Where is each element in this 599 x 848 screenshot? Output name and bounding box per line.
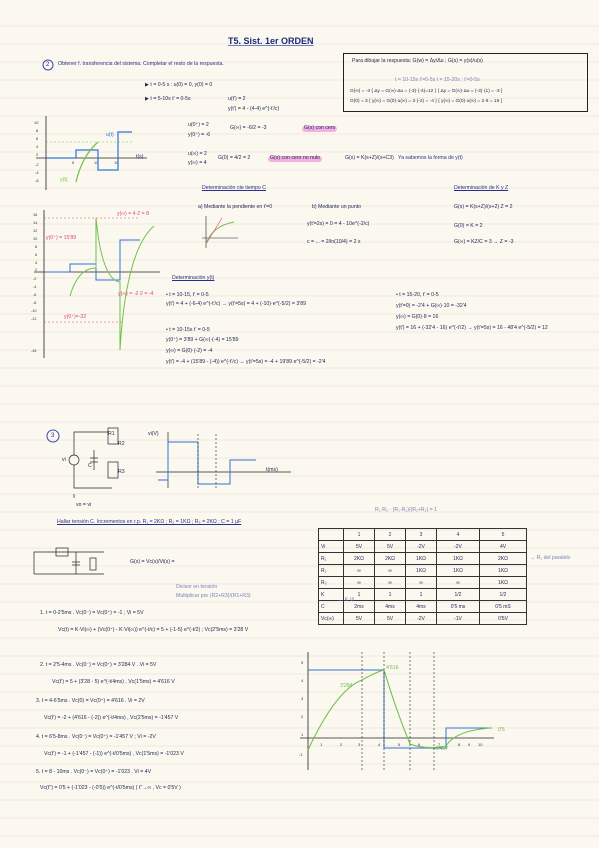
table-row: [319, 553, 527, 565]
eq-a-1: u(0⁺) = 2: [188, 122, 209, 128]
eq-b-note: Ya sabemos la forma de y(t): [398, 155, 463, 161]
table-cell: 1/2: [437, 589, 480, 601]
svg-text:-12: -12: [31, 317, 37, 321]
y-block1-1: • t = 10-15, t' = 0-5: [166, 292, 209, 298]
svg-text:-2: -2: [33, 277, 37, 281]
svg-text:6: 6: [418, 742, 421, 747]
table-row: [319, 541, 527, 553]
circuit-mini: [20, 544, 110, 582]
table-cell: 5V: [344, 613, 375, 625]
kz-3: G(∞) = KZ/C = 3 → Z = -3: [454, 239, 514, 245]
circuit-diagram: [62, 420, 128, 500]
svg-text:6: 6: [36, 136, 39, 141]
svg-text:5: 5: [72, 160, 75, 165]
svg-text:8: 8: [458, 742, 461, 747]
table-cell: ∞: [344, 577, 375, 589]
svg-text:15: 15: [114, 160, 119, 165]
g-note1: Divisor en tensión: [176, 584, 218, 590]
eq-b-2: y(∞) = 4: [188, 160, 207, 166]
step-3: 3. t = 4-6'5ms . Vc(0) = Vc(0⁺) = 4'616 . Vi = 2V: [36, 698, 145, 704]
params-table: [318, 528, 527, 625]
ex2-statement: Obtener f. transferencia del sistema. Completar el resto de la respuesta.: [58, 61, 224, 67]
table-header-cell: 4: [437, 529, 480, 541]
tangent-sketch: [200, 214, 240, 250]
graph1-y-label: y(t): [60, 177, 68, 183]
eq-a-result: G(∞) = -6/2 = -3: [230, 125, 267, 131]
svg-text:1: 1: [301, 732, 304, 737]
table-cell: R₃: [319, 577, 344, 589]
step-2-eq: Vc(t') = 5 + (3'28 - 5) e^(-t/4ms) , Vc(1'5ms) = 4'616 V: [52, 679, 175, 685]
kz-1: G(s) = K(s+Z)/(s+2) Z = 2: [454, 204, 513, 210]
svg-text:-4: -4: [35, 170, 39, 175]
step-4-eq: Vc(t') = -1 + (-1'457 - (-1)) e^(-t/0'5ms) , Vc(1'5ms) = -1'023 V: [44, 751, 184, 757]
svg-text:2: 2: [301, 714, 304, 719]
svg-text:4: 4: [301, 678, 304, 683]
input-vi-label: vi(V): [148, 431, 159, 437]
table-cell: ∞: [437, 577, 480, 589]
table-cell: -2V: [406, 613, 437, 625]
eq-a-2: y(0⁺) = -6: [188, 132, 211, 138]
graph-u-y: [32, 116, 152, 190]
svg-text:4: 4: [36, 144, 39, 149]
y-block2-1: • t = 10-15s t' = 0-5: [166, 327, 210, 333]
y-block2-4: y(t') = -4 + (15'89 - (-4)) e^(-t'/c) → y(t'=5s) = -4 + 19'89 e^(-5/2) = -2'4: [166, 359, 326, 365]
table-cell: 1: [375, 589, 406, 601]
step-1: 1. t = 0-2'5ms . Vc(0⁻) = Vc(0⁺) = -1 ; Vi = 5V: [40, 610, 144, 616]
svg-text:-6: -6: [35, 178, 39, 183]
y-block2-2: y(0⁺) = 3'89 + G(∞)·(-4) = 15'89: [166, 337, 239, 343]
table-cell: K: [319, 589, 344, 601]
svg-text:10: 10: [94, 160, 99, 165]
svg-text:8: 8: [36, 128, 39, 133]
table-cell: 4V: [480, 541, 527, 553]
plot-label-3284: 3'284: [340, 683, 353, 689]
g-note2: Multiplicar por (R2+R3)/(R1+R3): [176, 593, 251, 599]
kz-2: G(0) = K = 2: [454, 223, 483, 229]
table-cell: 4ms: [375, 601, 406, 613]
svg-text:10: 10: [478, 742, 483, 747]
table-header-cell: 1: [344, 529, 375, 541]
ex3-number: 3: [51, 433, 55, 439]
svg-text:3: 3: [358, 742, 361, 747]
table-cell: 5V: [375, 541, 406, 553]
plot-label-05: 0'5: [498, 727, 505, 733]
svg-text:5: 5: [398, 742, 401, 747]
y-block3-3: y(∞) = G(0)·8 = 16: [396, 314, 439, 320]
table-cell: 1: [344, 589, 375, 601]
top-note: R₁·R₂ · (R₁·R₂)/(R₁+R₂) = 1: [375, 507, 438, 513]
svg-text:5: 5: [301, 660, 304, 665]
table-cell: R₁: [319, 553, 344, 565]
svg-text:16: 16: [33, 213, 38, 217]
svg-text:3: 3: [301, 696, 304, 701]
table-cell: 0'5V: [480, 613, 527, 625]
table-cell: 2KΩ: [375, 553, 406, 565]
svg-text:12: 12: [33, 229, 38, 233]
step-5: 5. t = 8 - 10ms . Vc(0⁻) = Vc(0⁺) = -1'023 . Vi = 4V: [36, 769, 152, 775]
method-a: a) Mediante la pendiente en t'=0: [198, 204, 273, 210]
table-header-cell: 2: [375, 529, 406, 541]
graph2-label-5: y(0⁺)=-32: [64, 314, 87, 320]
svg-text:7: 7: [438, 742, 441, 747]
tau-eq2: c = ... = 2/ln(10/4) = 2 s: [307, 239, 361, 245]
interval-2: ▶ t = 5-10s t' = 0-5s: [145, 96, 191, 102]
uy-1b: y(t') = 4 - (4-4) e^(-t'/c): [228, 106, 280, 112]
ex3-task: Hallar tensión C. Incrementos en r.p. R₁ = 2KΩ ; R₂ = 1KΩ ; R₃ = 2KΩ ; C = 1 µF: [57, 519, 242, 525]
svg-text:-6: -6: [33, 293, 37, 297]
eq-b-result: G(0) = 4/2 = 2: [218, 155, 251, 161]
svg-text:8: 8: [35, 245, 38, 249]
table-cell: Vc(∞): [319, 613, 344, 625]
table-header-cell: [319, 529, 344, 541]
page-title: T5. Sist. 1er ORDEN: [228, 36, 314, 46]
svg-text:2: 2: [340, 742, 343, 747]
y-block3-4: y(t') = 16 + (-32'4 - 16) e^(-t'/2) → y(t'=5s) = 16 - 48'4 e^(-5/2) = 12: [396, 325, 548, 331]
table-cell: 5V: [375, 613, 406, 625]
circuit-c: C: [88, 463, 92, 469]
method-b: b) Mediante un punto: [312, 204, 362, 210]
table-cell: 1KΩ: [437, 565, 480, 577]
table-cell: 0'5 ms: [437, 601, 480, 613]
table-row: [319, 613, 527, 625]
circuit-r3: R3: [118, 469, 125, 475]
box-title: Para dibujar la respuesta: G(w) = Δy/Δu ; G(s) = y(s)/u(s): [352, 58, 483, 64]
table-cell: C: [319, 601, 344, 613]
table-cell: 1KΩ: [480, 577, 527, 589]
y-block1-2: y(t') = 4 + (-6-4) e^(-t'/c) → y(t'=5s) = 4 + (-10)·e^(-5/2) = 3'89: [166, 301, 306, 307]
input-t-label: t(ms): [266, 467, 278, 473]
table-cell: ∞: [406, 577, 437, 589]
svg-text:14: 14: [33, 221, 38, 225]
table-cell: ∞: [375, 565, 406, 577]
y-block2-3: y(∞) = G(0)·(-2) = -4: [166, 348, 213, 354]
table-header-cell: 3: [406, 529, 437, 541]
uy-1a: u(t') = 2: [228, 96, 246, 102]
table-row: [319, 565, 527, 577]
svg-text:1: 1: [320, 742, 323, 747]
section-y: Determinación y(t): [172, 275, 215, 281]
svg-text:4: 4: [378, 742, 381, 747]
svg-text:-1: -1: [299, 752, 303, 757]
box-row1: t = 10-15s t'=0-5s t = 15-20s ; t'=0-5s: [395, 77, 480, 83]
graph1-u-label: u(t): [106, 132, 114, 138]
table-note-2: ← K·Vi: [338, 597, 355, 603]
interval-1: ▶ t = 0-5 s : u(0) = 0, y(0) = 0: [145, 82, 213, 88]
svg-text:6: 6: [35, 253, 38, 257]
svg-text:9: 9: [468, 742, 471, 747]
svg-text:10: 10: [34, 120, 39, 125]
y-block3-1: • t = 15-20, t' = 0-5: [396, 292, 439, 298]
eq-b-1: u(∞) = 2: [188, 151, 207, 157]
g-eq: G(s) = Vc(s)/Vi(s) =: [130, 559, 175, 565]
table-cell: ∞: [375, 577, 406, 589]
table-row: [319, 577, 527, 589]
graph-y-response: [30, 210, 162, 360]
section-kz: Determinación de K y Z: [454, 185, 509, 191]
graph2-label-3: y(0⁺) = 15'89: [46, 235, 77, 241]
table-cell: R₂: [319, 565, 344, 577]
svg-text:2: 2: [35, 268, 38, 272]
plot-label-4616: 4'616: [386, 665, 399, 671]
section-tau: Determinación cte tiempo C: [202, 185, 267, 191]
eq-b-tag: G(s) con cero no nulo: [270, 155, 320, 161]
table-cell: 5V: [344, 541, 375, 553]
step-4: 4. t = 6'5-8ms . Vc(0⁻) = Vc(0⁺) = -1'457 V ; Vi = -2V: [36, 734, 156, 740]
graph2-label-2: y(∞) = -2·2 = -4: [118, 291, 154, 297]
table-cell: 1KΩ: [406, 553, 437, 565]
circuit-vo-vi: vo = vi: [76, 502, 92, 508]
step-2: 2. t = 2'5-4ms . Vc(0⁻) = Vc(0⁺) = 3'284 V . Vi = 5V: [40, 662, 157, 668]
table-cell: 2KΩ: [480, 553, 527, 565]
table-cell: 1: [406, 589, 437, 601]
plot-label-1457: -1'457: [434, 746, 449, 752]
eq-b-final: G(s) = K(s+Z)/(s+C3): [345, 155, 394, 161]
svg-text:10: 10: [33, 237, 38, 241]
table-cell: -1V: [437, 613, 480, 625]
table-cell: Vi: [319, 541, 344, 553]
circuit-vi: vi: [62, 457, 66, 463]
table-cell: -2V: [437, 541, 480, 553]
table-cell: 4ms: [406, 601, 437, 613]
svg-text:-34: -34: [31, 349, 37, 353]
svg-text:-10: -10: [31, 309, 37, 313]
table-cell: ∞: [344, 565, 375, 577]
table-cell: 2ms: [344, 601, 375, 613]
graph2-label-1: y(∞) = 4·2 = 8: [117, 211, 149, 217]
y-block3-2: y(t'=0) = -2'4 + G(∞)·10 = -32'4: [396, 303, 467, 309]
svg-text:-4: -4: [33, 285, 37, 289]
table-cell: 1KΩ: [480, 565, 527, 577]
table-cell: 1KΩ: [406, 565, 437, 577]
ex2-number: 2: [46, 62, 50, 68]
circuit-r2: R2: [118, 441, 125, 447]
input-waveform: [146, 430, 296, 490]
box-row2: G(∞) = -3 { Δy = G(∞)·Δu = (-3)·(-4)=12 } { Δy = G(∞)·Δu = (-3)·(1) = -3 }: [350, 89, 503, 94]
table-cell: 1KΩ: [437, 553, 480, 565]
svg-text:2: 2: [36, 152, 39, 157]
table-cell: -2V: [406, 541, 437, 553]
table-cell: 2KΩ: [344, 553, 375, 565]
circuit-r1: R1: [108, 431, 115, 437]
box-row3: G(0) = 3 { y(∞) = G(0)·u(∞) = 3·(-2) = -4 } { y(∞) = G(0)·u(∞) = 2·8 = 16 }: [350, 99, 503, 104]
svg-text:-8: -8: [33, 301, 37, 305]
step-3-eq: Vc(t') = -2 + (4'616 - (-2)) e^(-t/4ms) , Vc(2'5ms) = -1'457 V: [44, 715, 179, 721]
table-note-1: → R₁ del paralelo: [530, 555, 571, 561]
table-header-cell: 5: [480, 529, 527, 541]
eq-a-tag: G(s) con cero: [304, 125, 336, 131]
graph1-t-label: t(s): [136, 154, 144, 160]
svg-text:4: 4: [35, 261, 38, 265]
step-5-eq: Vc(t'') = 0'5 + (-1'023 - (-0'5)) e^(-t/0'5ms) ( t''→∞ , Vc = 0'5V ): [40, 785, 181, 791]
tau-eq1: y(t'=2s) = 0 = 4 - 10e^(-2/c): [307, 221, 370, 227]
table-cell: 0'5 mS: [480, 601, 527, 613]
table-cell: 1/2: [480, 589, 527, 601]
step-1-eq: Vc(t) = K·Vi(∞) + (Vc(0⁺) - K·Vi(∞)) e^(-t/c) = 5 + (-1-5) e^(-t/2) ; Vc(2'5ms) = 3'28 V: [58, 627, 249, 633]
svg-text:-2: -2: [35, 162, 39, 167]
